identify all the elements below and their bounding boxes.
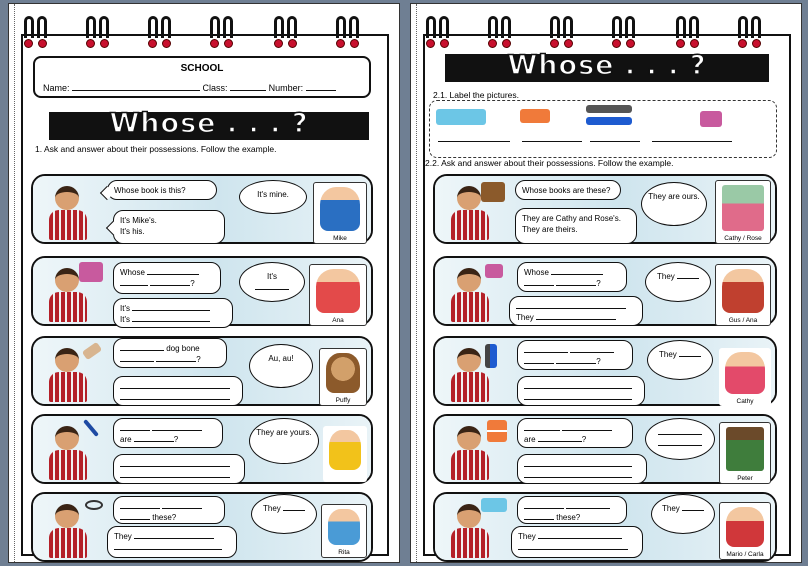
answer-bubble: [517, 376, 645, 406]
pencil-case-icon: [481, 498, 507, 512]
child-picture: [309, 264, 367, 326]
question-bubble: Whose books are these?: [515, 180, 621, 200]
children-picture: [715, 264, 771, 326]
pens-icon: [586, 105, 632, 113]
reply-bubble: It's: [239, 262, 305, 302]
child-name: Cathy: [736, 398, 754, 405]
reply-bubble: [645, 418, 715, 460]
class-label: Class:: [202, 83, 228, 93]
books-icon: [481, 182, 505, 202]
title-banner: [49, 108, 369, 140]
label-line[interactable]: [438, 141, 510, 142]
spiral-rings: [425, 16, 791, 50]
exercise-row: [31, 336, 373, 406]
label-line[interactable]: [652, 141, 732, 142]
erasers-icon: [520, 109, 550, 123]
ring-icon: [209, 16, 235, 50]
answer-bubble: [517, 454, 647, 484]
name-label: Name:: [43, 83, 70, 93]
answer-text: It's Mike's.: [120, 216, 157, 225]
reply-bubble: They: [645, 262, 711, 302]
page-edge: [9, 4, 15, 562]
school-title: SCHOOL: [180, 63, 224, 74]
sharpener-icon: [700, 111, 722, 127]
boy-picture: [43, 182, 91, 240]
worksheet-page-left: [8, 3, 400, 563]
spiral-rings: [23, 16, 389, 50]
question-bubble: are ?: [517, 418, 633, 448]
question-bubble: Whose ?: [113, 262, 221, 294]
answer-bubble: They: [107, 526, 237, 558]
child-name: Mike: [333, 235, 347, 242]
ring-icon: [425, 16, 451, 50]
child-name: Rita: [338, 549, 350, 556]
number-field[interactable]: [306, 82, 336, 91]
question-bubble: ?: [517, 340, 633, 370]
student-info-box: [33, 56, 371, 98]
reply-bubble: They: [651, 494, 715, 534]
ring-icon: [335, 16, 361, 50]
worksheet-page-right: [410, 3, 802, 563]
pencil-case-icon: [436, 109, 486, 125]
exercise-row: [433, 174, 777, 244]
pencil-case-icon: [79, 262, 103, 282]
question-bubble: dog bone ?: [113, 338, 227, 368]
question-text: Whose book is this?: [114, 186, 186, 195]
child-picture: [313, 182, 367, 244]
reply-bubble: They: [647, 340, 713, 380]
exercise-row: [433, 414, 777, 484]
class-field[interactable]: [230, 82, 266, 91]
question-bubble: Whose ?: [517, 262, 627, 292]
reply-bubble: [239, 180, 307, 214]
children-picture: [715, 180, 771, 244]
exercise-row: [433, 336, 777, 406]
ring-icon: [487, 16, 513, 50]
answer-bubble: It's It's: [113, 298, 233, 328]
exercise-row: [31, 414, 373, 484]
pens-icon: [586, 117, 632, 125]
ring-icon: [675, 16, 701, 50]
child-name: Peter: [737, 475, 753, 482]
scissors-icon: [85, 500, 103, 510]
reply-bubble: They: [251, 494, 317, 534]
child-name: Gus / Ana: [728, 317, 758, 324]
answer-text: It's his.: [120, 227, 145, 237]
number-label: Number:: [268, 83, 304, 93]
reply-bubble: Au, au!: [249, 344, 313, 388]
ring-icon: [147, 16, 173, 50]
label-line[interactable]: [590, 141, 640, 142]
reply-bubble: They are yours.: [249, 418, 319, 464]
instruction: 2.2. Ask and answer about their possessions. Follow the example.: [425, 158, 674, 168]
answer-bubble: [113, 376, 243, 406]
title-banner: [445, 50, 769, 82]
page-title: Whose . . . ?: [109, 108, 309, 139]
erasers-icon: [487, 420, 507, 442]
child-name: Cathy / Rose: [724, 235, 762, 242]
answer-bubble: [113, 454, 245, 484]
question-bubble: these?: [113, 496, 225, 524]
name-field[interactable]: [72, 82, 200, 91]
ring-icon: [549, 16, 575, 50]
ring-icon: [273, 16, 299, 50]
child-name: Ana: [332, 317, 344, 324]
question-text: Whose: [120, 268, 145, 277]
page-edge: [411, 4, 417, 562]
reply-text: It's mine.: [257, 190, 289, 199]
answer-bubble: They: [511, 526, 643, 558]
exercise-row: [31, 256, 373, 326]
instruction: 2.1. Label the pictures.: [433, 90, 520, 100]
sharpener-icon: [485, 264, 503, 278]
child-picture: [719, 422, 771, 484]
answer-bubble: They: [509, 296, 643, 326]
boy-picture: [43, 500, 91, 558]
children-picture: [719, 502, 771, 560]
boy-picture: [43, 422, 91, 480]
instruction: 1. Ask and answer about their possessions. Follow the example.: [35, 144, 277, 154]
label-pictures-box: [429, 100, 777, 158]
child-picture: [321, 504, 367, 558]
child-picture: [719, 348, 771, 406]
answer-bubble: They are Cathy and Rose's. They are theirs.: [515, 208, 637, 244]
pet-name: Puffy: [335, 397, 351, 404]
ring-icon: [611, 16, 637, 50]
pens-icon: [485, 344, 497, 368]
question-bubble: these?: [517, 496, 627, 524]
boy-picture: [445, 422, 493, 480]
page-title: Whose . . . ?: [507, 50, 707, 81]
boy-pointing-picture: [323, 426, 367, 482]
dog-picture: [319, 348, 367, 406]
child-name: Mario / Carla: [726, 551, 764, 558]
answer-bubble: [113, 210, 225, 244]
reply-bubble: They are ours.: [641, 182, 707, 226]
question-bubble: [107, 180, 217, 200]
question-bubble: are ?: [113, 418, 223, 448]
exercise-row: [31, 492, 373, 562]
ring-icon: [23, 16, 49, 50]
label-line[interactable]: [522, 141, 582, 142]
ring-icon: [85, 16, 111, 50]
exercise-row: [31, 174, 373, 244]
exercise-row: [433, 256, 777, 326]
ring-icon: [737, 16, 763, 50]
exercise-row: [433, 492, 777, 562]
